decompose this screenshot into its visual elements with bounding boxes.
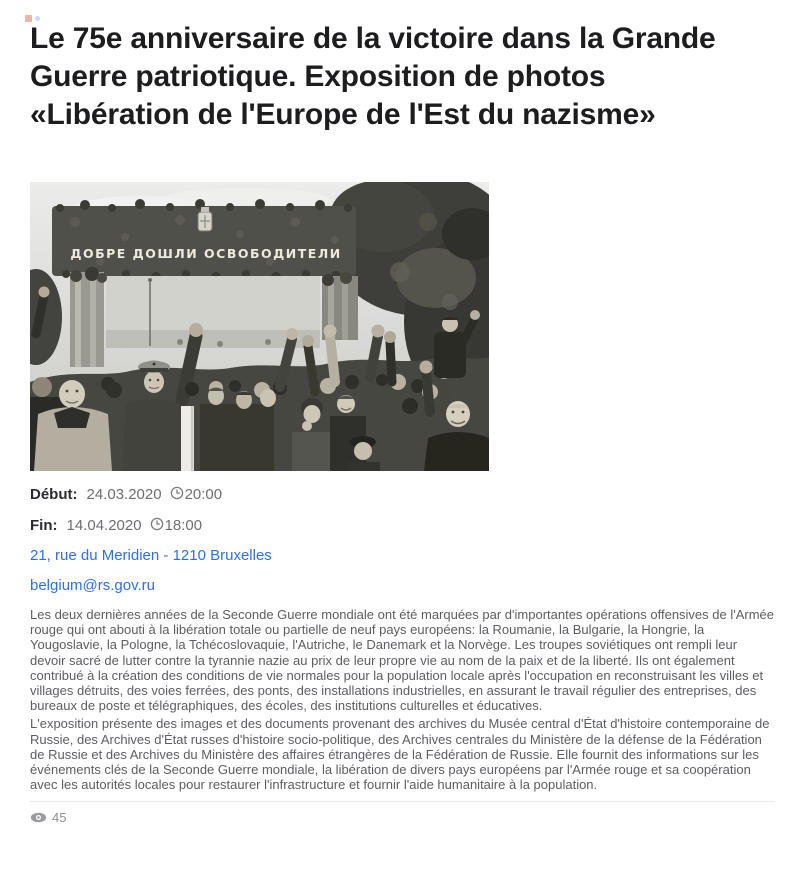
page-title: Le 75e anniversaire de la victoire dans la Grande Guerre patriotique. Exposition de photos «Libération de l'Europe de l'Est du nazisme» [30, 22, 716, 131]
event-end-row [30, 516, 775, 535]
event-photo [30, 182, 489, 471]
address-link[interactable]: 21, rue du Meridien - 1210 Bruxelles [30, 547, 272, 564]
site-logo-icon [25, 15, 40, 22]
start-label: Début: [30, 485, 78, 503]
views-value: 45 [52, 810, 67, 826]
article-body [30, 607, 775, 792]
start-time: 20:00 [184, 485, 223, 503]
event-meta [30, 485, 775, 595]
email-link[interactable]: belgium@rs.gov.ru [30, 577, 155, 594]
article-paragraph: L'exposition présente des images et des documents provenant des archives du Musée central d'État d'histoire contemporaine de Russie, des Archives d'État russes d'histoire socio-politique, des Archives centrales du Ministère de la défense de la Fédération de Russie et des Archives du Ministère des affaires étrangères de la Fédération de Russie. Elle fournit des informations sur les événements clés de la Seconde Guerre mondiale, la libération de divers pays européens par l'Armée rouge et sa coopération avec les autorités locales pour restaurer l'infrastructure et fournir l'aide humanitaire à la population. [30, 716, 770, 793]
event-start-row [30, 485, 775, 504]
eye-icon [30, 812, 47, 823]
clock-icon [170, 486, 184, 505]
logo-red-shape [25, 15, 32, 22]
views-counter [30, 802, 775, 833]
article-paragraph: Les deux dernières années de la Seconde Guerre mondiale ont été marquées par d'importantes opérations offensives de l'Armée rouge qui ont abouti à la libération totale ou partielle de neuf pays européens: la Roumanie, la Bulgarie, la Hongrie, la Yougoslavie, la Pologne, la Tchécoslovaquie, l'Autriche, le Danemark et la Norvège. Les troupes soviétiques ont rempli leur devoir sacré de lutter contre la tyrannie nazie au prix de leur propre vie au nom de la paix et de la liberté. Ils ont également contribué à la création des conditions de vie normales pour la population locale après l'occupation en reconstruisant les villes et villages détruits, des voies ferrées, des ponts, des installations industrielles, en assurant le travail régulier des entreprises, des bureaux de poste et télégraphiques, des écoles, des institutions culturelles et éducatives. [30, 607, 775, 714]
logo-blue-shape [35, 16, 40, 21]
end-time: 18:00 [164, 516, 203, 534]
photo-illustration [30, 182, 489, 471]
end-date: 14.04.2020 [66, 516, 142, 534]
clock-icon [150, 517, 164, 536]
photo-banner-text: ДОБРЕ ДОШЛИ ОСВОБОДИТЕЛИ [70, 246, 342, 261]
start-date: 24.03.2020 [86, 485, 162, 503]
end-label: Fin: [30, 516, 58, 534]
